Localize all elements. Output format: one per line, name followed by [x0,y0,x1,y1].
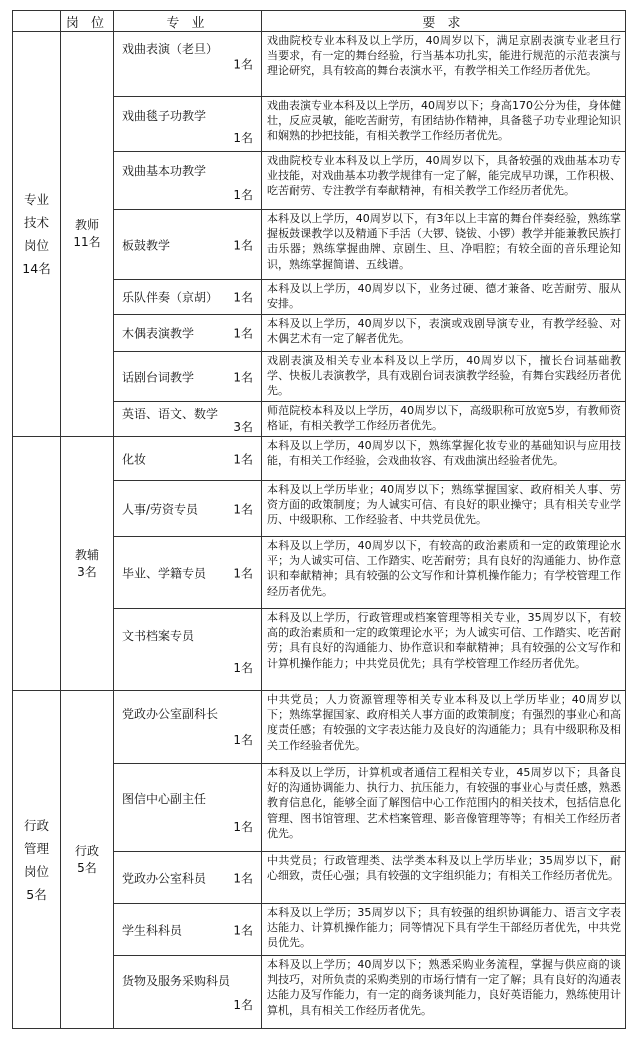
specialty-name: 文书档案专员 [122,629,195,643]
specialty-name: 图信中心副主任 [122,792,207,806]
job-cell-support: 教辅 3名 [61,437,114,691]
specialty-name: 戏曲毯子功教学 [122,109,207,123]
header-position: 岗 位 [61,11,114,32]
headcount: 1名 [233,326,253,341]
specialty-cell [114,97,262,152]
headcount: 1名 [233,502,253,516]
category-cell-admin: 行政 管理 岗位 5名 [13,691,61,1029]
requirements-text: 戏曲表演专业本科及以上学历，40周岁以下；身高170公分为佳，身体健壮，反应灵敏，能吃苦耐劳，有团结协作精神，具备毯子功专业理论知识和娴熟的抄把技能，有相关教学工作经历者优先。 [262,97,626,152]
header-blank [13,11,61,32]
specialty-name: 戏曲基本功教学 [122,164,207,178]
specialty-name: 话剧台词教学 [122,370,195,384]
table-row [13,691,626,764]
specialty-cell [114,152,262,210]
specialty-cell [114,956,262,1029]
specialty-name: 乐队伴奏（京胡） [122,290,219,305]
headcount: 1名 [233,370,253,384]
header-row [13,11,626,32]
specialty-cell [114,315,262,352]
specialty-name: 化妆 [122,452,147,466]
requirements-text: 本科及以上学历，40周岁以下，熟练掌握化妆专业的基础知识与应用技能，有相关工作经验，会戏曲妆容、有戏曲演出经验者优先。 [262,437,626,481]
specialty-cell [114,210,262,280]
headcount: 1名 [233,452,253,466]
headcount: 1名 [233,820,253,834]
specialty-cell [114,537,262,609]
specialty-name: 板鼓教学 [122,238,171,252]
specialty-cell [114,280,262,315]
requirements-text: 本科及以上学历，40周岁以下，有较高的政治素质和一定的政策理论水平；为人诚实可信、工作踏实、吃苦耐劳；具有良好的沟通能力、协作意识和奉献精神；具有较强的公文写作和计算机操作能力；有学校管理工作经历者优先。 [262,537,626,609]
headcount: 1名 [233,923,253,937]
requirements-text: 本科及以上学历；35周岁以下；具有较强的组织协调能力、语言文字表达能力、计算机操作能力；同等情况下具有学生干部经历者优先，中共党员优先。 [262,904,626,956]
specialty-cell [114,691,262,764]
recruitment-table [12,10,626,1029]
specialty-name: 戏曲表演（老旦） [122,42,219,56]
headcount: 1名 [233,871,253,885]
requirements-text: 中共党员；人力资源管理等相关专业本科及以上学历毕业；40周岁以下；熟练掌握国家、政府相关人事方面的政策制度；有强烈的事业心和高度责任感；有较强的文字表达能力及良好的沟通能力；具有中级职称及相关工作经验者优先。 [262,691,626,764]
requirements-text: 本科及以上学历，行政管理或档案管理等相关专业，35周岁以下，有较高的政治素质和一定的政策理论水平；为人诚实可信、工作踏实、吃苦耐劳；具有良好的沟通能力、协作意识和奉献精神；具有较强的公文写作和计算机操作能力；中共党员优先；具有学校管理工作经历者优先。 [262,609,626,691]
headcount: 1名 [233,661,253,675]
header-specialty: 专 业 [114,11,262,32]
job-cell-admin: 行政 5名 [61,691,114,1029]
category-cell-professional: 专业 技术 岗位 14名 [13,32,61,437]
headcount: 1名 [233,188,253,202]
specialty-cell [114,352,262,402]
specialty-name: 货物及服务采购科员 [122,974,231,988]
table-row [13,32,626,97]
requirements-text: 戏曲院校专业本科及以上学历，40周岁以下，满足京剧表演专业老旦行当要求，有一定的舞台经验，行当基本功扎实，能进行规范的示范表演与理论研究，具有较高的舞台表演水平，有教学相关工作经历者优先。 [262,32,626,97]
headcount: 1名 [233,998,253,1012]
specialty-cell [114,437,262,481]
specialty-cell [114,402,262,437]
requirements-text: 本科及以上学历，计算机或者通信工程相关专业，45周岁以下；具备良好的沟通协调能力、执行力、抗压能力，有较强的事业心与责任感，熟悉教育信息化，能够全面了解图信中心工作范围内的相关技术，包括信息化管理、图书馆管理、艺术档案管理、影音像管理等等；有相关工作经历者优先。 [262,764,626,852]
requirements-text: 本科及以上学历；40周岁以下；熟悉采购业务流程，掌握与供应商的谈判技巧，对所负责的采购类别的市场行情有一定了解；具有良好的沟通表达能力及写作能力，有一定的商务谈判能力，良好英语能力，熟练使用计算机，具有相关工作经历者优先。 [262,956,626,1029]
headcount: 1名 [233,566,253,580]
requirements-text: 中共党员；行政管理类、法学类本科及以上学历毕业；35周岁以下，耐心细致，责任心强；具有较强的文字组织能力；有相关工作经历者优先。 [262,852,626,904]
requirements-text: 戏剧表演及相关专业本科及以上学历，40周岁以下，擅长台词基础教学、快板儿表演教学，具有戏剧台词表演教学经验，有舞台实践经历者优先。 [262,352,626,402]
requirements-text: 师范院校本科及以上学历，40周岁以下，高级职称可放宽5岁，有教师资格证，有相关教学工作经历者优先。 [262,402,626,437]
headcount: 1名 [233,131,253,145]
specialty-name: 木偶表演教学 [122,326,195,341]
specialty-name: 党政办公室副科长 [122,707,219,721]
headcount: 1名 [233,733,253,747]
requirements-text: 本科及以上学历，40周岁以下，表演或戏剧导演专业，有教学经验、对木偶艺术有一定了解者优先。 [262,315,626,352]
specialty-name: 学生科科员 [122,923,183,937]
specialty-cell [114,852,262,904]
job-cell-teacher: 教师 11名 [61,32,114,437]
headcount: 1名 [233,290,253,305]
specialty-cell [114,764,262,852]
requirements-text: 本科及以上学历，40周岁以下，业务过硬、德才兼备、吃苦耐劳、服从安排。 [262,280,626,315]
specialty-cell [114,904,262,956]
header-requirements: 要 求 [262,11,626,32]
specialty-name: 党政办公室科员 [122,871,207,885]
specialty-name: 毕业、学籍专员 [122,566,207,580]
headcount: 1名 [233,57,253,72]
specialty-cell [114,481,262,537]
category-cell-blank [13,437,61,691]
headcount: 1名 [233,238,253,252]
requirements-text: 本科及以上学历，40周岁以下，有3年以上丰富的舞台伴奏经验，熟练掌握板鼓课教学以及精通下手活（大锣、铙钹、小锣）教学并能兼教民族打击乐器；熟练掌握曲牌、京剧生、旦、净唱腔；有较全面的音乐理论知识，熟练掌握简谱、五线谱。 [262,210,626,280]
specialty-name: 英语、语文、数学 [122,407,219,421]
requirements-text: 本科及以上学历毕业；40周岁以下；熟练掌握国家、政府相关人事、劳资方面的政策制度；为人诚实可信、有良好的职业操守；具有相关专业学历、中级职称、工作经验者、中共党员优先。 [262,481,626,537]
requirements-text: 戏曲院校专业本科及以上学历，40周岁以下，具备较强的戏曲基本功专业技能，对戏曲基本功教学规律有一定了解，能完成早功课，工作积极、吃苦耐劳、专注教学有奉献精神，有相关教学工作经历者优先。 [262,152,626,210]
specialty-cell [114,609,262,691]
specialty-name: 人事/劳资专员 [122,502,199,516]
specialty-cell [114,32,262,97]
headcount: 3名 [233,420,253,434]
table-row [13,437,626,481]
